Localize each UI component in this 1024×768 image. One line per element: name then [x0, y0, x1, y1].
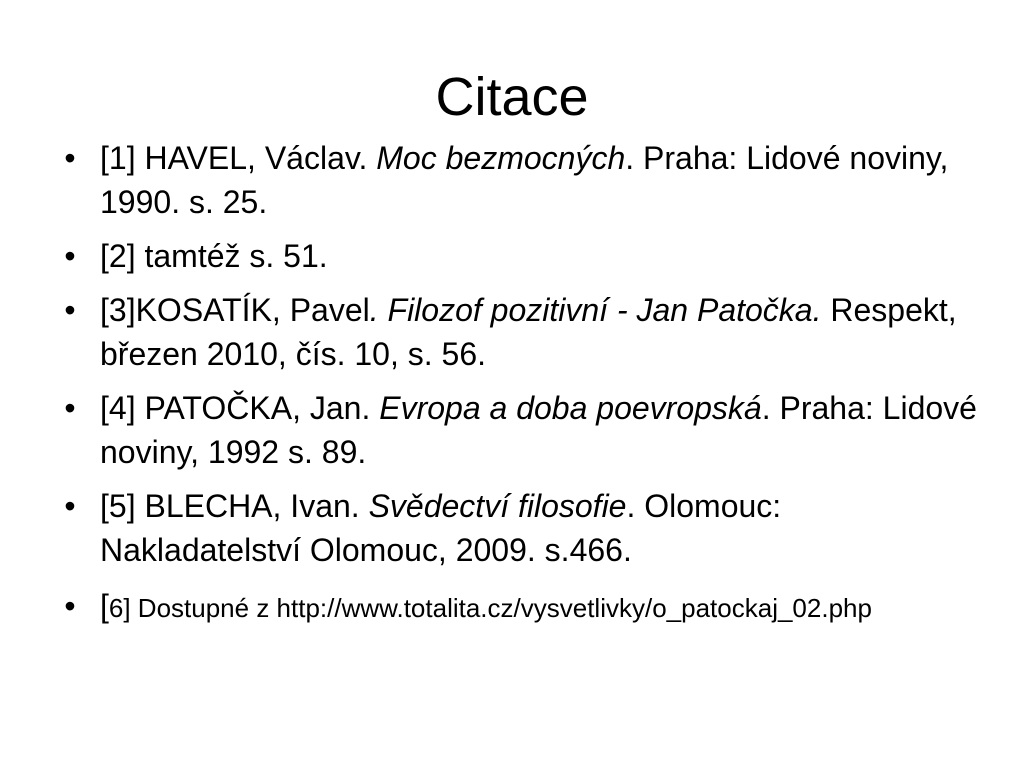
citation-item-4: [60, 386, 980, 474]
bullet-icon: •: [64, 390, 76, 426]
citation-list: [60, 136, 980, 638]
citation-text: [2] tamtéž s. 51.: [100, 238, 328, 274]
citation-suffix: . Praha: Lidové noviny, 1992 s. 89.: [100, 390, 977, 470]
citation-title: Moc bezmocných: [376, 140, 626, 176]
citation-title: Svědectví filosofie: [368, 488, 627, 524]
citation-title: Evropa a doba poevropská: [379, 390, 762, 426]
citation-prefix: [3]KOSATÍK, Pavel: [100, 292, 370, 328]
citation-suffix: . Praha: Lidové noviny, 1990. s. 25.: [100, 140, 949, 220]
bullet-icon: •: [64, 292, 76, 328]
citation-item-2: [60, 234, 980, 278]
bullet-icon: •: [64, 588, 76, 624]
citation-url-text: 6] Dostupné z http://www.totalita.cz/vysvetlivky/o_patockaj_02.php: [108, 593, 872, 623]
citation-item-1: [60, 136, 980, 224]
citation-prefix: [5] BLECHA, Ivan.: [100, 488, 369, 524]
citation-item-5: [60, 484, 980, 572]
bullet-icon: •: [64, 238, 76, 274]
bullet-icon: •: [64, 140, 76, 176]
citation-suffix: Respekt, březen 2010, čís. 10, s. 56.: [100, 292, 957, 372]
citation-title: . Filozof pozitivní - Jan Patočka.: [369, 292, 822, 328]
citation-item-6: [60, 584, 980, 628]
citation-suffix: . Olomouc: Nakladatelství Olomouc, 2009. s.466.: [100, 488, 782, 568]
bullet-icon: •: [64, 488, 76, 524]
slide-title: Citace: [435, 67, 589, 127]
citation-prefix: [: [100, 588, 109, 624]
citation-prefix: [4] PATOČKA, Jan.: [100, 390, 380, 426]
citation-item-3: [60, 288, 980, 376]
citation-prefix: [1] HAVEL, Václav.: [100, 140, 377, 176]
